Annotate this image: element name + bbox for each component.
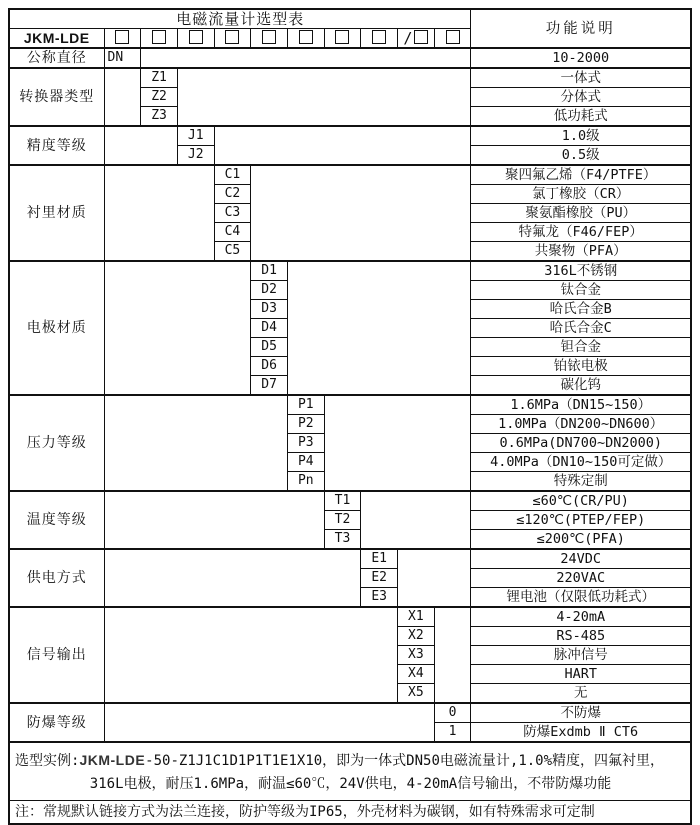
option-description: ≤120℃(PTEP/FEP) — [471, 511, 691, 530]
option-code: T2 — [324, 511, 361, 530]
model-checkbox-cell — [141, 29, 178, 49]
option-description: 220VAC — [471, 569, 691, 588]
option-code: D3 — [251, 300, 288, 319]
option-code: C3 — [214, 204, 251, 223]
category-label: 防爆等级 — [9, 703, 104, 742]
option-description: 316L不锈钢 — [471, 261, 691, 281]
empty-cell — [104, 68, 141, 126]
option-code: P1 — [287, 395, 324, 415]
example-row — [9, 742, 691, 801]
example-line2: 316L电极，耐压1.6MPa，耐温≤60℃，24V供电，4-20mA信号输出，不带防爆功能 — [89, 775, 612, 792]
model-checkbox-cell — [361, 29, 398, 49]
option-code: X4 — [398, 665, 435, 684]
example-label: 选型实例: — [15, 752, 80, 769]
option-code: D1 — [251, 261, 288, 281]
model-checkbox-cell — [251, 29, 288, 49]
category-label: 信号输出 — [9, 607, 104, 703]
empty-cell — [398, 549, 471, 607]
option-code: C5 — [214, 242, 251, 262]
model-checkbox-cell — [398, 29, 435, 49]
option-code: 1 — [434, 723, 471, 743]
checkbox-icon[interactable] — [446, 30, 460, 44]
option-code: E1 — [361, 549, 398, 569]
checkbox-icon[interactable] — [335, 30, 349, 44]
option-code: T3 — [324, 530, 361, 550]
empty-cell — [104, 491, 324, 549]
checkbox-icon[interactable] — [152, 30, 166, 44]
option-description: 铂铱电极 — [471, 357, 691, 376]
option-code: D6 — [251, 357, 288, 376]
option-code: E2 — [361, 569, 398, 588]
note-text: 注：常规默认链接方式为法兰连接，防护等级为IP65，外壳材料为碳钢，如有特殊需求可定制 — [9, 801, 691, 825]
option-description: 氯丁橡胶（CR） — [471, 185, 691, 204]
option-description: 防爆Exdmb Ⅱ CT6 — [471, 723, 691, 743]
checkbox-icon[interactable] — [414, 30, 428, 44]
option-description: 不防爆 — [471, 703, 691, 723]
option-description: 24VDC — [471, 549, 691, 569]
option-code: Pn — [287, 472, 324, 492]
option-code: P2 — [287, 415, 324, 434]
option-code: X2 — [398, 627, 435, 646]
empty-cell — [214, 126, 471, 165]
option-description: 特殊定制 — [471, 472, 691, 492]
option-description: 低功耗式 — [471, 107, 691, 127]
empty-cell — [287, 261, 471, 395]
category-label: 电极材质 — [9, 261, 104, 395]
option-code: P3 — [287, 434, 324, 453]
option-code: Z2 — [141, 88, 178, 107]
option-code: C2 — [214, 185, 251, 204]
option-description: 共聚物（PFA） — [471, 242, 691, 262]
option-code: C4 — [214, 223, 251, 242]
option-description: RS-485 — [471, 627, 691, 646]
option-description: 特氟龙（F46/FEP） — [471, 223, 691, 242]
empty-cell — [104, 395, 287, 491]
option-code: D5 — [251, 338, 288, 357]
option-description: 10-2000 — [471, 48, 691, 68]
option-code: DN — [104, 48, 141, 68]
option-code: P4 — [287, 453, 324, 472]
option-description: ≤200℃(PFA) — [471, 530, 691, 550]
empty-cell — [104, 261, 251, 395]
empty-cell — [434, 607, 471, 703]
selection-table — [8, 8, 692, 825]
option-description: 1.0MPa（DN200~DN600） — [471, 415, 691, 434]
option-code: D7 — [251, 376, 288, 396]
empty-cell — [361, 491, 471, 549]
option-description: 脉冲信号 — [471, 646, 691, 665]
option-code: J1 — [177, 126, 214, 146]
empty-cell — [104, 607, 398, 703]
checkbox-icon[interactable] — [225, 30, 239, 44]
option-description: 锂电池（仅限低功耗式） — [471, 588, 691, 608]
option-description: 1.6MPa（DN15~150） — [471, 395, 691, 415]
option-description: 聚四氟乙烯（F4/PTFE） — [471, 165, 691, 185]
empty-cell — [251, 165, 471, 261]
category-label: 温度等级 — [9, 491, 104, 549]
option-description: 分体式 — [471, 88, 691, 107]
option-code: J2 — [177, 146, 214, 166]
empty-cell — [104, 549, 361, 607]
model-checkbox-cell — [434, 29, 471, 49]
model-checkbox-cell — [324, 29, 361, 49]
model-checkbox-cell — [104, 29, 141, 49]
example-text: -50-Z1J1C1D1P1T1E1X10，即为一体式DN50电磁流量计,1.0%精度，四氟衬里， — [145, 752, 665, 769]
option-description: 钛合金 — [471, 281, 691, 300]
option-code: X1 — [398, 607, 435, 627]
option-description: 4.0MPa（DN10~150可定做） — [471, 453, 691, 472]
example-line1 — [15, 749, 686, 773]
empty-cell — [104, 165, 214, 261]
option-description: 0.5级 — [471, 146, 691, 166]
function-description-header: 功能说明 — [471, 9, 691, 48]
empty-cell — [104, 703, 434, 742]
slash-separator: / — [403, 29, 413, 47]
model-prefix: JKM-LDE — [9, 29, 104, 49]
empty-cell — [177, 68, 471, 126]
option-code: C1 — [214, 165, 251, 185]
category-label: 精度等级 — [9, 126, 104, 165]
option-description: 钽合金 — [471, 338, 691, 357]
checkbox-icon[interactable] — [262, 30, 276, 44]
option-code: E3 — [361, 588, 398, 608]
model-checkbox-cell — [214, 29, 251, 49]
option-code: 0 — [434, 703, 471, 723]
option-description: 一体式 — [471, 68, 691, 88]
option-code: Z3 — [141, 107, 178, 127]
option-description: ≤60℃(CR/PU) — [471, 491, 691, 511]
option-description: 无 — [471, 684, 691, 704]
empty-cell — [324, 395, 471, 491]
option-description: HART — [471, 665, 691, 684]
checkbox-icon[interactable] — [115, 30, 129, 44]
category-label: 衬里材质 — [9, 165, 104, 261]
option-code: Z1 — [141, 68, 178, 88]
option-description: 4-20mA — [471, 607, 691, 627]
option-code: T1 — [324, 491, 361, 511]
model-checkbox-cell — [287, 29, 324, 49]
option-description: 0.6MPa(DN700~DN2000) — [471, 434, 691, 453]
model-checkbox-cell — [177, 29, 214, 49]
example-model: JKM-LDE — [79, 751, 146, 768]
option-description: 哈氏合金C — [471, 319, 691, 338]
category-label: 压力等级 — [9, 395, 104, 491]
option-description: 1.0级 — [471, 126, 691, 146]
option-code: X3 — [398, 646, 435, 665]
empty-cell — [141, 48, 471, 68]
category-label: 供电方式 — [9, 549, 104, 607]
option-description: 碳化钨 — [471, 376, 691, 396]
option-code: D4 — [251, 319, 288, 338]
category-label: 公称直径 — [9, 48, 104, 68]
category-label: 转换器类型 — [9, 68, 104, 126]
option-code: D2 — [251, 281, 288, 300]
option-code: X5 — [398, 684, 435, 704]
empty-cell — [104, 126, 177, 165]
option-description: 哈氏合金B — [471, 300, 691, 319]
table-title: 电磁流量计选型表 — [9, 9, 471, 29]
checkbox-icon[interactable] — [372, 30, 386, 44]
checkbox-icon[interactable] — [299, 30, 313, 44]
option-description: 聚氨酯橡胶（PU） — [471, 204, 691, 223]
checkbox-icon[interactable] — [189, 30, 203, 44]
